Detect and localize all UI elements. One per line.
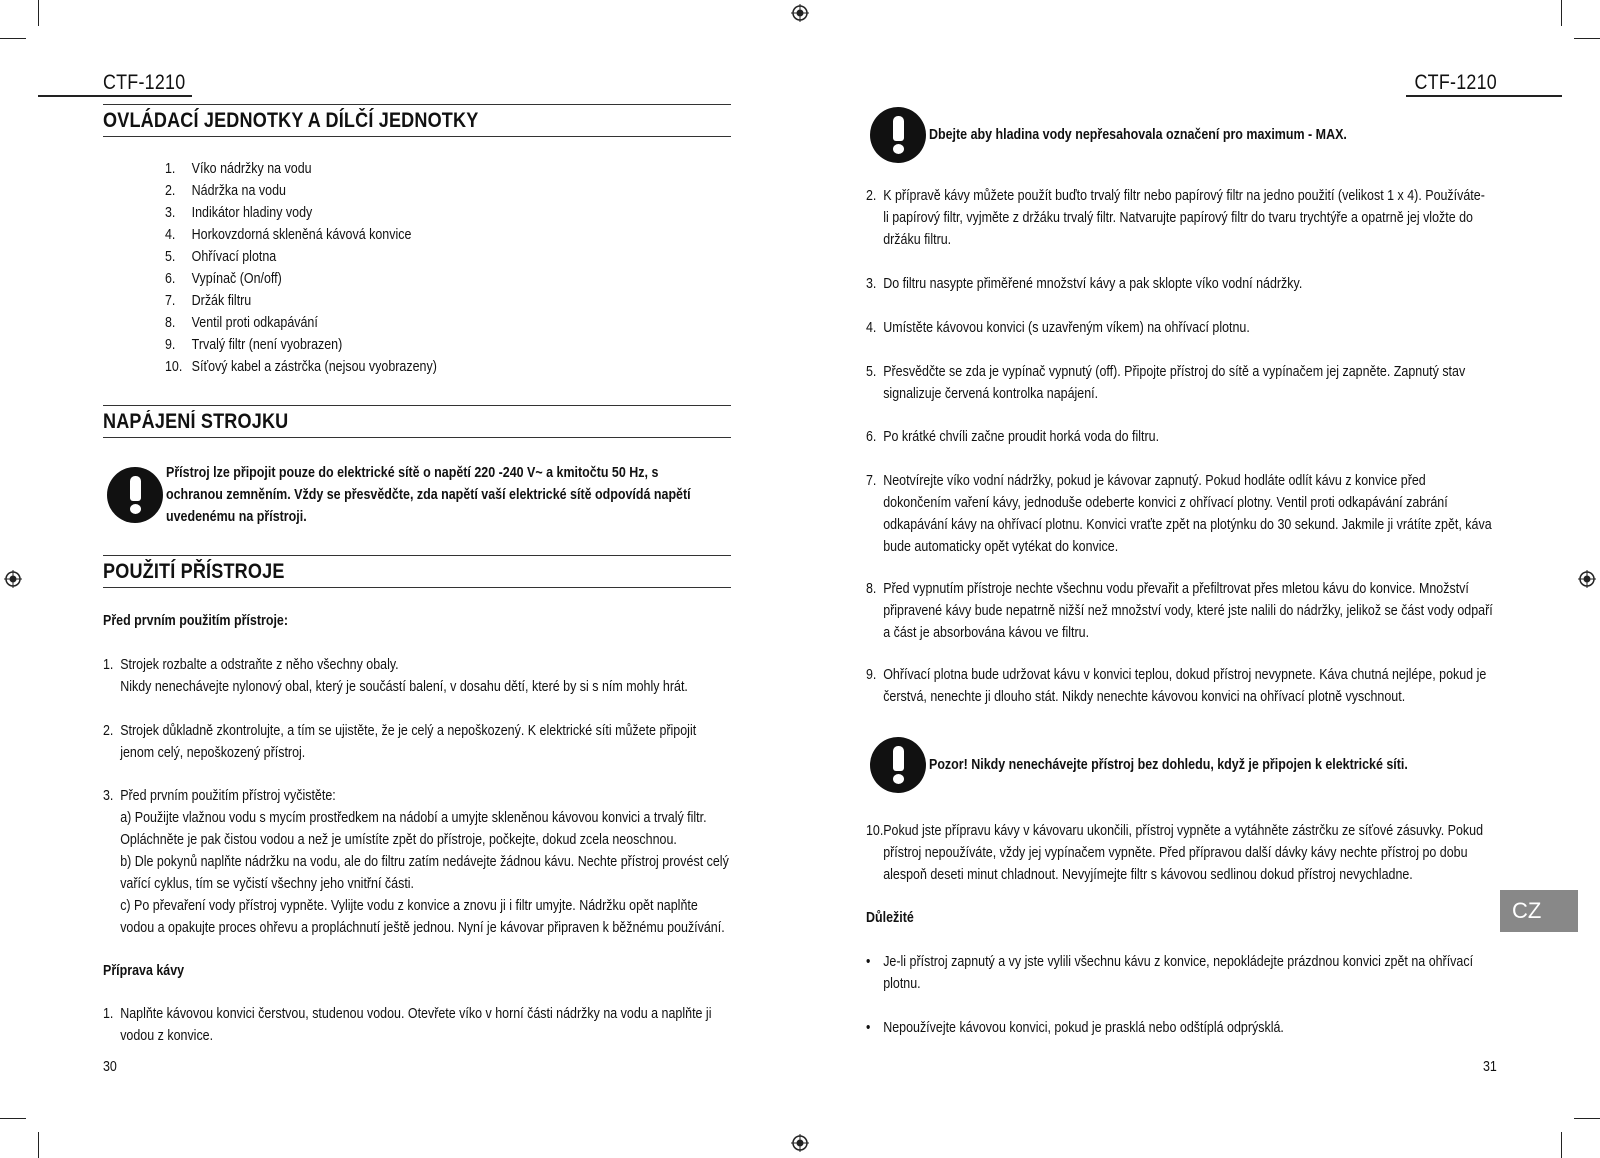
use-title: POUŽITÍ PŘÍSTROJE <box>103 560 285 584</box>
power-warning <box>107 462 776 528</box>
step-number: 3. <box>103 788 114 804</box>
crop-mark <box>0 1118 26 1119</box>
step-line: vodou a opakujte proces ohřevu a propláchnutí ještě jednou. Nyní je kávovar připraven k běžnému používání. <box>120 920 725 936</box>
coffee-title: Příprava kávy <box>103 963 185 979</box>
registration-mark-icon <box>791 4 809 22</box>
list-item-number: 5. <box>165 249 176 265</box>
step-line: signalizuje červená kontrolka napájení. <box>883 386 1099 402</box>
step-line: držáku filtru. <box>883 232 952 248</box>
crop-mark <box>1574 1118 1600 1119</box>
exclamation-warning-icon <box>870 737 926 793</box>
list-item-text: Horkovzdorná skleněná kávová konvice <box>191 227 412 243</box>
step-number: 1. <box>103 1006 114 1022</box>
step-line: Neotvírejte víko vodní nádržky, pokud je kávovar zapnutý. Pokud hodláte odlít kávu z konvice před <box>883 473 1426 489</box>
power-warning-line: ochranou zemněním. Vždy se přesvědčte, zda napětí vaší elektrické sítě odpovídá napětí <box>166 487 691 503</box>
crop-mark <box>1574 38 1600 39</box>
step-number: 10. <box>866 823 884 839</box>
power-warning-line: Přístroj lze připojit pouze do elektrické sítě o napětí 220 -240 V~ a kmitočtu 50 Hz, s <box>166 465 659 481</box>
power-warning-line: uvedenému na přístroji. <box>166 509 307 525</box>
crop-mark <box>1561 1132 1562 1158</box>
step-line: přístroj nepoužíváte, vždy jej vypínačem vypněte. Před přípravou další dávky kávy nechte přístroj po dobu <box>883 845 1468 861</box>
step-line: Strojek rozbalte a odstraňte z něho všechny obaly. <box>120 657 399 673</box>
step-line: plotnu. <box>883 976 921 992</box>
step-line: Před vypnutím přístroje nechte všechnu vodu převařit a přefiltrovat přes mletou kávu do konvice. Množství <box>883 581 1469 597</box>
language-tab-label: CZ <box>1512 898 1542 923</box>
registration-mark-icon <box>4 570 22 588</box>
important-title: Důležité <box>866 910 914 926</box>
step-line: alespoň deseti minut chladnout. Nevyjímejte filtr s kávovou sedlinou dokud přístroj nevychladne. <box>883 867 1413 883</box>
list-item-text: Ventil proti odkapávání <box>191 315 318 331</box>
step-line: Pokud jste přípravu kávy v kávovaru ukončili, přístroj vypněte a vytáhněte zástrčku ze síťové zásuvky. Pokud <box>883 823 1484 839</box>
step-line: jenom celý, nepoškozený přístroj. <box>120 745 306 761</box>
model-header-left: CTF-1210 <box>103 71 186 94</box>
list-item-text: Nádržka na vodu <box>191 183 286 199</box>
list-item-number: 2. <box>165 183 176 199</box>
step-line: Umístěte kávovou konvici (s uzavřeným víkem) na ohřívací plotnu. <box>883 320 1250 336</box>
step-number: • <box>866 954 871 970</box>
exclamation-warning-icon <box>870 107 926 163</box>
list-item-text: Držák filtru <box>191 293 252 309</box>
step-line: a část je absorbována kávou ve filtru. <box>883 625 1090 641</box>
power-section-heading <box>103 405 731 438</box>
step-number: 5. <box>866 364 877 380</box>
registration-mark-icon <box>1578 570 1596 588</box>
step-number: 8. <box>866 581 877 597</box>
controls-section-heading <box>103 104 731 137</box>
step-number: 1. <box>103 657 114 673</box>
max-warning-text: Dbejte aby hladina vody nepřesahovala označení pro maximum - MAX. <box>929 127 1347 143</box>
attention-warning-text: Pozor! Nikdy nenechávejte přístroj bez dohledu, když je připojen k elektrické síti. <box>929 757 1408 773</box>
model-underline-right <box>1406 95 1562 97</box>
step-number: • <box>866 1020 871 1036</box>
step-number: 9. <box>866 667 877 683</box>
step-line: Do filtru nasypte přiměřené množství kávy a pak sklopte víko vodní nádržky. <box>883 276 1303 292</box>
step-line: a) Použijte vlažnou vodu s mycím prostředkem na nádobí a umyjte skleněnou kávovou konvici a trvalý filtr. <box>120 810 707 826</box>
list-item-text: Víko nádržky na vodu <box>191 161 312 177</box>
step-number: 2. <box>103 723 114 739</box>
step-line: Nikdy nenechávejte nylonový obal, který je součástí balení, v dosahu dětí, které by si s ním mohly hrát. <box>120 679 688 695</box>
step-line: Ohřívací plotna bude udržovat kávu v konvici teplou, dokud přístroj nevypnete. Káva chutná nejlépe, pokud je <box>883 667 1487 683</box>
step-line: Naplňte kávovou konvici čerstvou, studenou vodou. Otevřete víko v horní části nádržky na vodu a naplňte ji <box>120 1006 712 1022</box>
list-item-number: 4. <box>165 227 176 243</box>
step-line: Opláchněte je pak čistou vodou a než je umístíte zpět do přístroje, počkejte, dokud zcela neoschnou. <box>120 832 677 848</box>
model-header-right: CTF-1210 <box>1414 71 1497 94</box>
list-item-number: 10. <box>165 359 183 375</box>
step-line: Po krátké chvíli začne proudit horká voda do filtru. <box>883 429 1160 445</box>
list-item-number: 8. <box>165 315 176 331</box>
list-item-number: 1. <box>165 161 176 177</box>
attention-warning <box>870 737 1486 793</box>
registration-mark-icon <box>791 1134 809 1152</box>
step-number: 3. <box>866 276 877 292</box>
step-number: 4. <box>866 320 877 336</box>
list-item-text: Indikátor hladiny vody <box>191 205 313 221</box>
list-item-text: Trvalý filtr (není vyobrazen) <box>191 337 343 353</box>
crop-mark <box>38 0 39 26</box>
exclamation-warning-icon <box>107 467 163 523</box>
step-number: 2. <box>866 188 877 204</box>
list-item-text: Síťový kabel a zástrčka (nejsou vyobrazeny) <box>191 359 437 375</box>
use-section-heading <box>103 555 731 588</box>
list-item-number: 6. <box>165 271 176 287</box>
step-line: čerstvá, nenechte ji dlouho stát. Nikdy nenechte kávovou konvici na ohřívací plotně vyschnout. <box>883 689 1406 705</box>
step-line: Je-li přístroj zapnutý a vy jste vylili všechnu kávu z konvice, nepokládejte prázdnou konvici zpět na ohřívací <box>883 954 1474 970</box>
max-water-warning <box>870 107 1415 163</box>
power-title: NAPÁJENÍ STROJKU <box>103 410 289 434</box>
step-line: připravené kávy bude nepatrně nižší než množství vody, které jste nalili do nádržky, jelikož se část vody odpaří <box>883 603 1493 619</box>
step-line: Nepoužívejte kávovou konvici, pokud je prasklá nebo odštíplá odprýsklá. <box>883 1020 1284 1036</box>
before-first-use-title: Před prvním použitím přístroje: <box>103 613 288 629</box>
page-number-right: 31 <box>1483 1059 1497 1075</box>
step-line: K přípravě kávy můžete použít buďto trvalý filtr nebo papírový filtr na jedno použití (velikost 1 x 4). Používáte- <box>883 188 1485 204</box>
page-number-left: 30 <box>103 1059 117 1075</box>
list-item-number: 9. <box>165 337 176 353</box>
controls-title: OVLÁDACÍ JEDNOTKY A DÍLČÍ JEDNOTKY <box>103 109 479 133</box>
step-line: vodou z konvice. <box>120 1028 214 1044</box>
step-number: 7. <box>866 473 877 489</box>
list-item-text: Ohřívací plotna <box>191 249 277 265</box>
step-line: c) Po převaření vody přístroj vypněte. Vylijte vodu z konvice a znovu ji i filtr umyjte. Nádržku opět naplňte <box>120 898 698 914</box>
step-line: Strojek důkladně zkontrolujte, a tím se ujistěte, že je celý a nepoškozený. K elektrické síti můžete připojit <box>120 723 697 739</box>
step-line: vařící cyklus, tím se vyčistí všechny jeho vnitřní části. <box>120 876 415 892</box>
step-number: 6. <box>866 429 877 445</box>
crop-mark <box>0 38 26 39</box>
crop-mark <box>38 1132 39 1158</box>
crop-mark <box>1561 0 1562 26</box>
language-tab <box>1500 890 1578 932</box>
step-line: b) Dle pokynů naplňte nádržku na vodu, ale do filtru zatím nedávejte žádnou kávu. Nechte přístroj provést celý <box>120 854 729 870</box>
step-line: dokončením vaření kávy, jednoduše odeberte konvici z ohřívací plotny. Ventil proti odkapávání zabrání <box>883 495 1448 511</box>
model-underline-left <box>38 95 192 97</box>
step-line: bude automaticky opět vytékat do konvice. <box>883 539 1119 555</box>
list-item-number: 3. <box>165 205 176 221</box>
step-line: li papírový filtr, vyjměte z držáku trvalý filtr. Natvarujte papírový filtr do tvaru trychtýře a opatrně jej vložte do <box>883 210 1473 226</box>
step-line: Přesvědčte se zda je vypínač vypnutý (off). Připojte přístroj do sítě a vypínačem jej zapněte. Zapnutý stav <box>883 364 1466 380</box>
list-item-number: 7. <box>165 293 176 309</box>
step-line: Před prvním použitím přístroj vyčistěte: <box>120 788 336 804</box>
list-item-text: Vypínač (On/off) <box>191 271 282 287</box>
step-line: odkapávání kávy na ohřívací plotnu. Konvici vraťte zpět na plotýnku do 30 sekund. Jakmile ji vrátíte zpět, káva <box>883 517 1492 533</box>
